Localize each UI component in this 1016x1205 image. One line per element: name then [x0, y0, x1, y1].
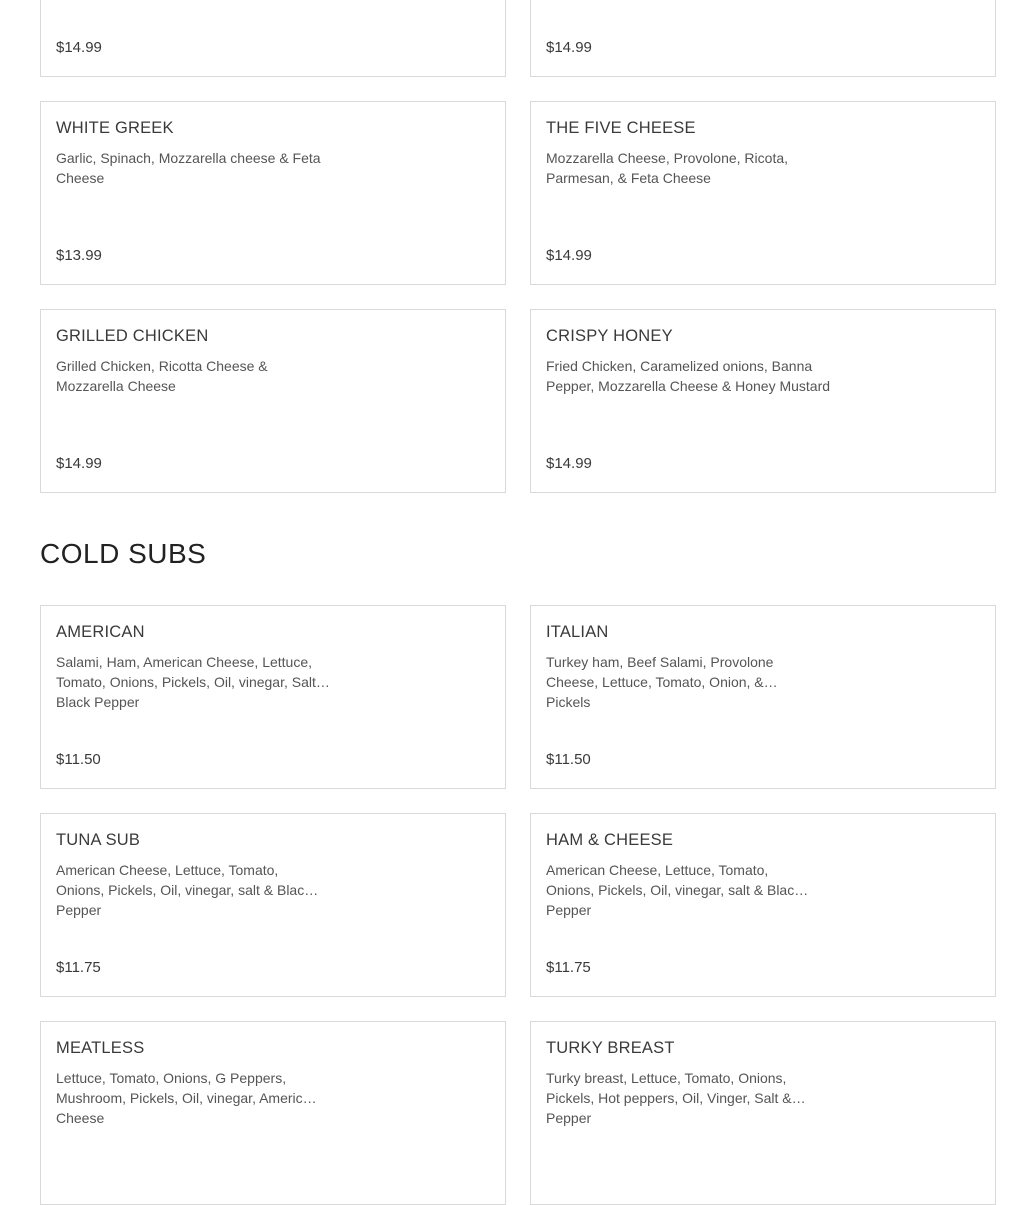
- menu-item-name: MEATLESS: [56, 1039, 145, 1057]
- menu-item-name: WHITE GREEK: [56, 119, 174, 137]
- menu-item-card[interactable]: [530, 0, 996, 77]
- menu-item-description: American Cheese, Lettuce, Tomato, Onions, Pickels, Oil, vinegar, salt & Black Pepper: [546, 862, 802, 918]
- menu-item-card[interactable]: [530, 309, 996, 493]
- menu-item-description: Lettuce, Tomato, Onions, G Peppers, Mushroom, Pickels, Oil, vinegar, American Cheese: [56, 1070, 319, 1126]
- menu-item-card[interactable]: [530, 1021, 996, 1205]
- menu-item-card[interactable]: [40, 605, 506, 789]
- menu-item-price: $14.99: [56, 39, 102, 56]
- menu-item-card[interactable]: [530, 813, 996, 997]
- menu-item-description: Grilled Chicken, Ricotta Cheese & Mozzarella Cheese: [56, 358, 268, 394]
- menu-item-description: American Cheese, Lettuce, Tomato, Onions, Pickels, Oil, vinegar, salt & Black Pepper: [56, 862, 312, 918]
- menu-item-card[interactable]: [530, 101, 996, 285]
- menu-item-card[interactable]: [40, 101, 506, 285]
- menu-item-name: HAM & CHEESE: [546, 831, 674, 849]
- menu-item-description: Turky breast, Lettuce, Tomato, Onions, Pickels, Hot peppers, Oil, Vinger, Salt & Pepper: [546, 1070, 792, 1126]
- menu-item-price: $14.99: [546, 455, 592, 472]
- menu-item-name: GRILLED CHICKEN: [56, 327, 209, 345]
- menu-item-description: Mozzarella Cheese, Provolone, Ricota, Parmesan, & Feta Cheese: [546, 150, 789, 186]
- menu-item-price: $14.99: [56, 455, 102, 472]
- menu-item-name: CRISPY HONEY: [546, 327, 673, 345]
- menu-item-description: Salami, Ham, American Cheese, Lettuce, Tomato, Onions, Pickels, Oil, vinegar, Salt & Black Pepper: [56, 654, 330, 710]
- menu-item-price: $13.99: [56, 247, 102, 264]
- menu-item-description: Fried Chicken, Caramelized onions, Banna Pepper, Mozzarella Cheese & Honey Mustard: [546, 358, 831, 394]
- menu-item-description: Turkey ham, Beef Salami, Provolone Cheese, Lettuce, Tomato, Onion, & Pickels: [546, 654, 774, 710]
- menu-item-price: $11.50: [546, 751, 591, 768]
- menu-item-name: AMERICAN: [56, 623, 145, 641]
- section-title: COLD SUBS: [40, 538, 207, 569]
- menu-item-card[interactable]: [40, 813, 506, 997]
- menu-item-name: TUNA SUB: [56, 831, 141, 849]
- menu-item-price: $11.75: [56, 959, 101, 976]
- menu-item-name: ITALIAN: [546, 623, 609, 641]
- menu-item-card[interactable]: [40, 309, 506, 493]
- menu-item-description: Garlic, Spinach, Mozzarella cheese & Feta Cheese: [56, 150, 321, 186]
- menu-item-price: $11.50: [56, 751, 101, 768]
- menu-item-price: $14.99: [546, 39, 592, 56]
- menu-item-name: TURKY BREAST: [546, 1039, 675, 1057]
- menu-item-price: $14.99: [546, 247, 592, 264]
- menu-item-card[interactable]: [530, 605, 996, 789]
- menu-item-card[interactable]: [40, 0, 506, 77]
- menu-item-price: $11.75: [546, 959, 591, 976]
- menu-item-card[interactable]: [40, 1021, 506, 1205]
- menu-item-name: THE FIVE CHEESE: [546, 119, 696, 137]
